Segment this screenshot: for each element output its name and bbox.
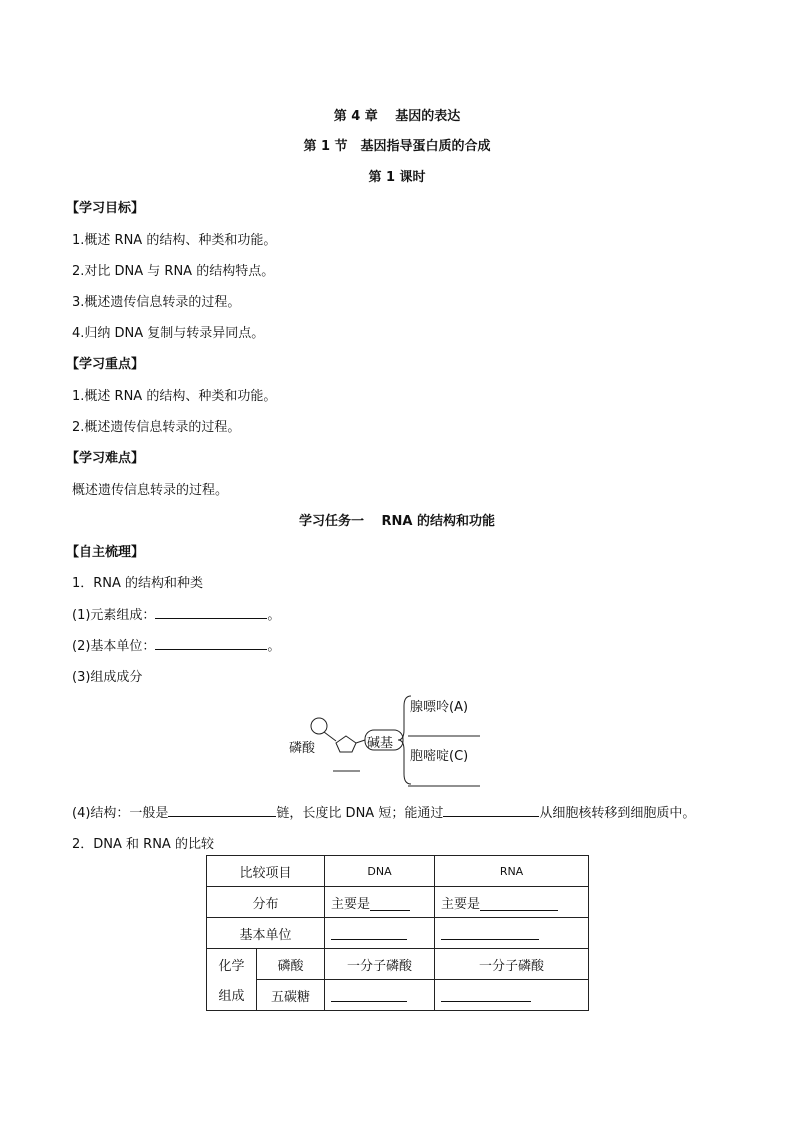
rna-distribution-cell bbox=[435, 887, 589, 918]
question-1-1-label: (1)元素组成： bbox=[72, 608, 156, 623]
table-row bbox=[207, 887, 589, 918]
question-1-2-label: (2)基本单位： bbox=[72, 639, 156, 654]
dna-distribution-text: 主要是 bbox=[331, 896, 371, 912]
answer-blank-rna-unit[interactable] bbox=[441, 926, 539, 940]
question-1-4-mid: 链，长度比 DNA 短；能通过 bbox=[276, 806, 444, 821]
row-label-phosphate: 磷酸 bbox=[257, 949, 325, 980]
bond-line bbox=[324, 732, 336, 741]
question-1-3: (3)组成成分 bbox=[72, 670, 143, 685]
answer-blank-rna-distribution[interactable] bbox=[480, 897, 558, 911]
question-1-4-suffix: 从细胞核转移到细胞质中。 bbox=[539, 806, 696, 821]
lesson-title: 第 1 课时 bbox=[368, 170, 426, 185]
phosphate-label: 磷酸 bbox=[289, 741, 316, 756]
dna-sugar-cell bbox=[325, 980, 435, 1011]
answer-blank-elements[interactable] bbox=[155, 604, 267, 619]
chem-label-top: 化学 bbox=[207, 949, 257, 980]
chem-label-bottom: 组成 bbox=[207, 980, 257, 1011]
dna-phosphate-cell: 一分子磷酸 bbox=[325, 949, 435, 980]
key-point-item: 1.概述 RNA 的结构、种类和功能。 bbox=[72, 389, 277, 404]
objective-item: 1.概述 RNA 的结构、种类和功能。 bbox=[72, 233, 277, 248]
answer-blank-unit[interactable] bbox=[155, 635, 267, 650]
difficulty-item: 概述遗传信息转录的过程。 bbox=[72, 483, 229, 498]
answer-blank-strand[interactable] bbox=[168, 802, 276, 817]
adenine-label: 腺嘌呤(A) bbox=[410, 700, 469, 715]
row-label-unit: 基本单位 bbox=[207, 918, 325, 949]
question-1-title: 1．RNA 的结构和种类 bbox=[72, 576, 204, 591]
question-1-4 bbox=[72, 802, 695, 821]
answer-blank-pore[interactable] bbox=[443, 802, 539, 817]
objective-item: 4.归纳 DNA 复制与转录异同点。 bbox=[72, 326, 265, 341]
header-rna: RNA bbox=[435, 856, 589, 887]
table-row bbox=[207, 949, 589, 980]
phosphate-circle-icon bbox=[311, 718, 327, 734]
rna-distribution-text: 主要是 bbox=[441, 896, 481, 912]
objective-item: 3.概述遗传信息转录的过程。 bbox=[72, 295, 241, 310]
key-point-item: 2.概述遗传信息转录的过程。 bbox=[72, 420, 241, 435]
question-2-title: 2．DNA 和 RNA 的比较 bbox=[72, 837, 214, 852]
self-study-heading: 【自主梳理】 bbox=[66, 545, 145, 560]
cytosine-label: 胞嘧啶(C) bbox=[410, 749, 469, 764]
base-label: 碱基 bbox=[367, 736, 394, 751]
dna-rna-comparison-table bbox=[206, 855, 589, 1011]
period: 。 bbox=[267, 608, 281, 623]
dna-distribution-cell bbox=[325, 887, 435, 918]
answer-blank-dna-sugar[interactable] bbox=[331, 988, 407, 1002]
dna-unit-cell bbox=[325, 918, 435, 949]
chapter-title: 第 4 章 基因的表达 bbox=[333, 109, 461, 124]
objectives-heading: 【学习目标】 bbox=[66, 201, 145, 216]
rna-phosphate-cell: 一分子磷酸 bbox=[435, 949, 589, 980]
answer-blank-dna-unit[interactable] bbox=[331, 926, 407, 940]
header-compare-item: 比较项目 bbox=[207, 856, 325, 887]
header-dna: DNA bbox=[325, 856, 435, 887]
row-label-distribution: 分布 bbox=[207, 887, 325, 918]
objective-item: 2.对比 DNA 与 RNA 的结构特点。 bbox=[72, 264, 275, 279]
table-row bbox=[207, 918, 589, 949]
key-points-heading: 【学习重点】 bbox=[66, 357, 145, 372]
pentose-pentagon-icon bbox=[336, 736, 356, 752]
question-1-2 bbox=[72, 635, 280, 654]
rna-unit-cell bbox=[435, 918, 589, 949]
answer-blank-rna-sugar[interactable] bbox=[441, 988, 531, 1002]
period: 。 bbox=[267, 639, 281, 654]
answer-blank-dna-distribution[interactable] bbox=[370, 897, 410, 911]
rna-sugar-cell bbox=[435, 980, 589, 1011]
row-label-sugar: 五碳糖 bbox=[257, 980, 325, 1011]
task1-title: 学习任务一 RNA 的结构和功能 bbox=[298, 514, 495, 529]
section-title: 第 1 节 基因指导蛋白质的合成 bbox=[303, 139, 491, 154]
bond-line bbox=[356, 740, 365, 743]
difficulties-heading: 【学习难点】 bbox=[66, 451, 145, 466]
table-row bbox=[207, 980, 589, 1011]
table-row bbox=[207, 856, 589, 887]
question-1-4-label: (4)结构：一般是 bbox=[72, 806, 169, 821]
question-1-1 bbox=[72, 604, 280, 623]
